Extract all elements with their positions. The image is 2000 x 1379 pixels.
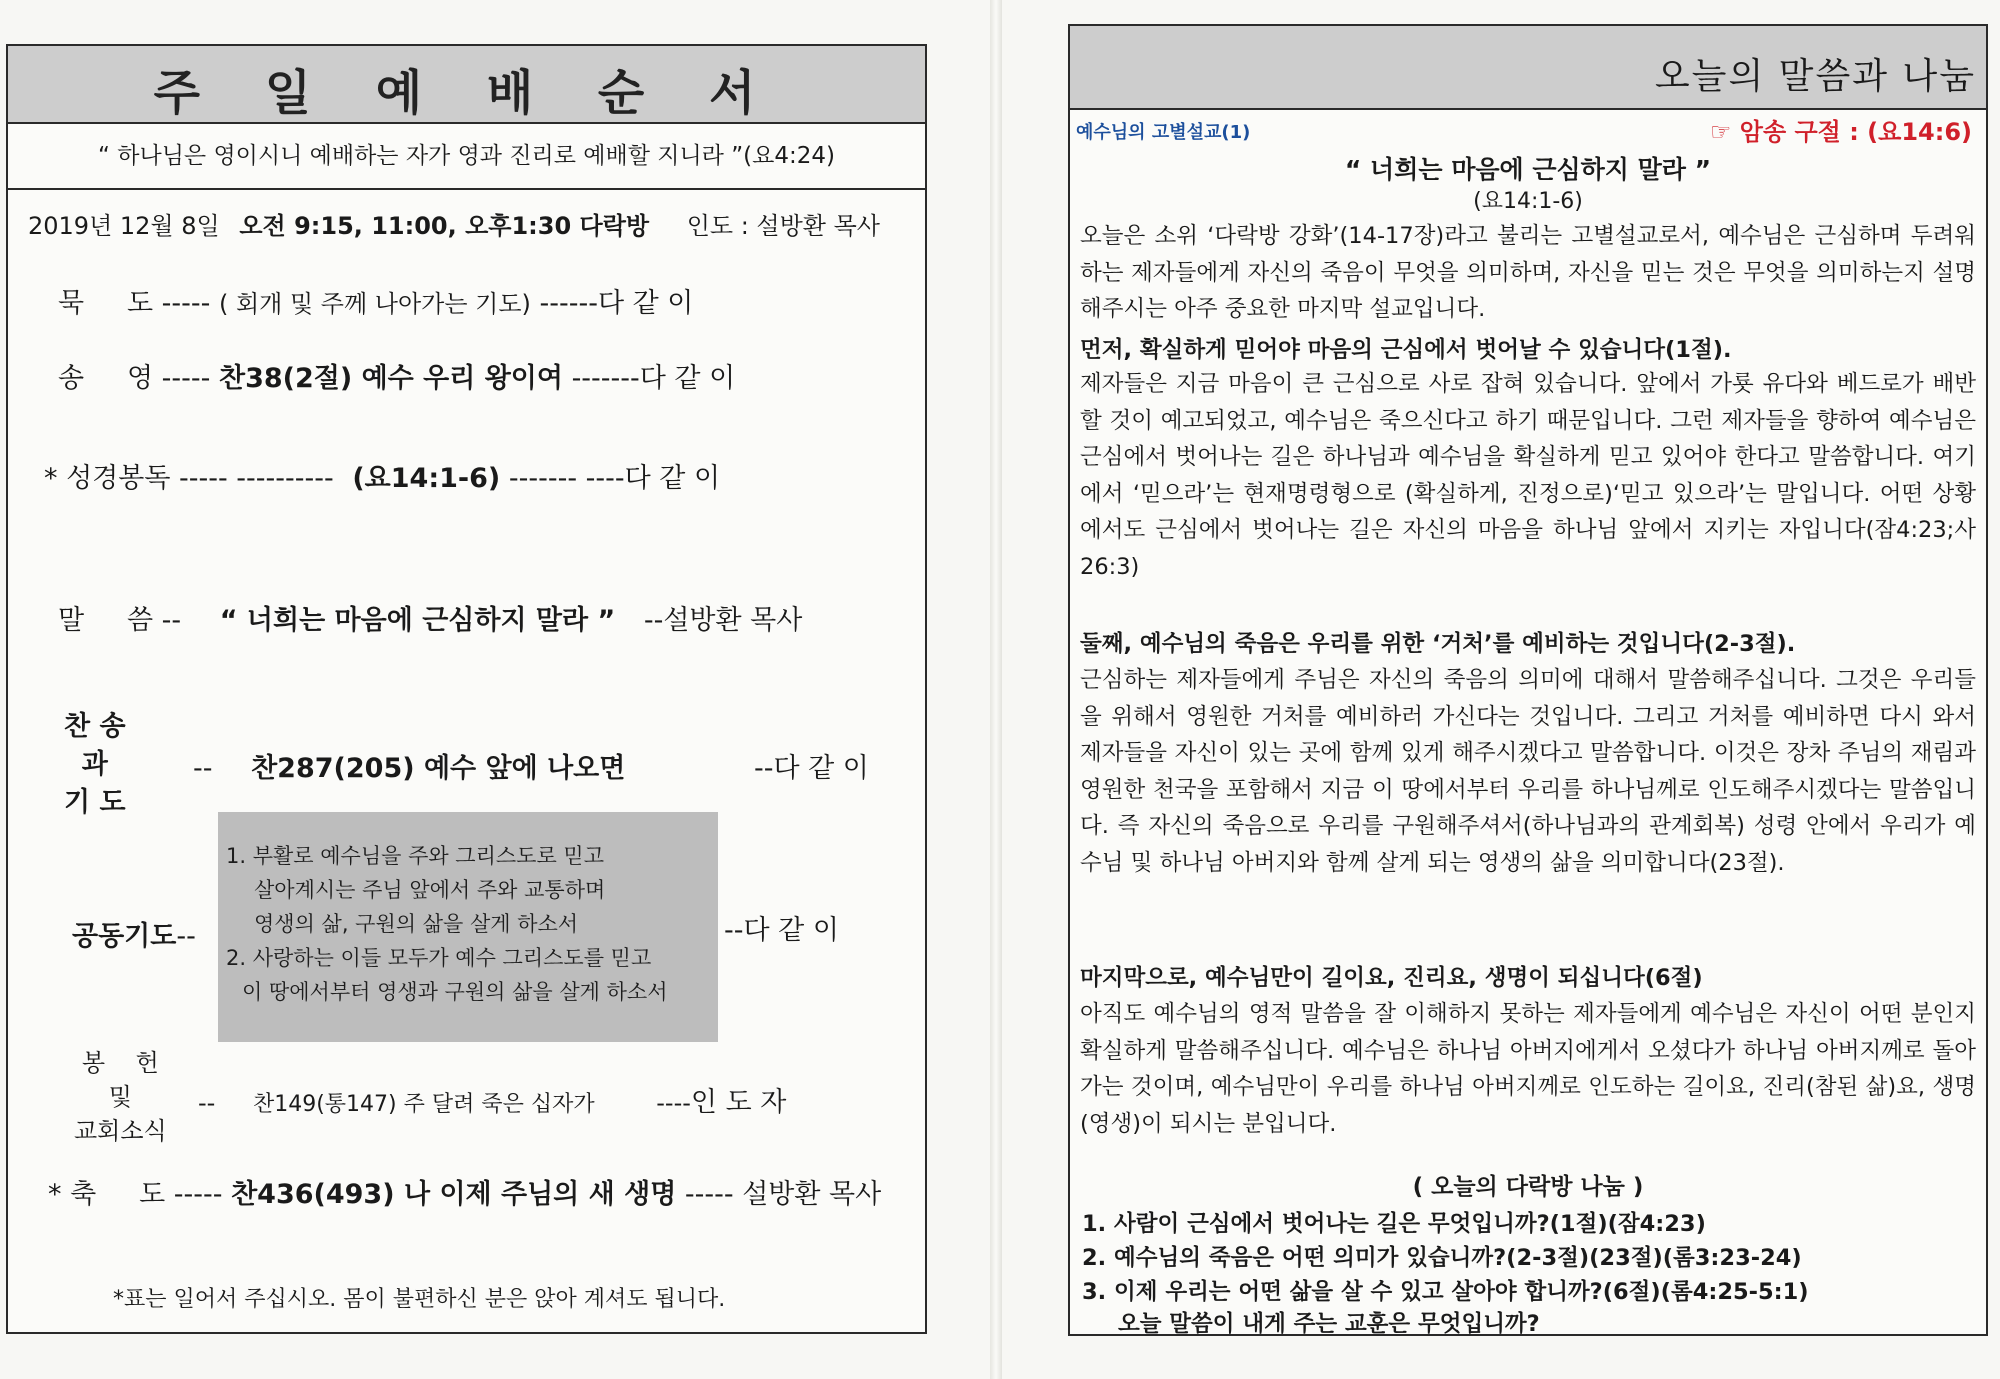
service-info (28, 206, 880, 241)
order-label: 송 영 (58, 363, 154, 394)
sharing-title: ( 오늘의 다락방 나눔 ) (1412, 1174, 1644, 1200)
order-dashes: -- (724, 915, 744, 946)
worship-order-title: 주 일 예 배 순 서 (153, 65, 780, 121)
order-dashes: -- (176, 921, 196, 952)
order-dashes: ------ (539, 288, 598, 319)
prayer-line: 영생의 삶, 구원의 삶을 살게 하소서 (254, 912, 579, 936)
order-dashes: ------- ---- (508, 463, 625, 494)
order-label: 묵 도 (58, 288, 154, 319)
point-1-body: 제자들은 지금 마음이 큰 근심으로 사로 잡혀 있습니다. 앞에서 가룟 유다와 베드로가 배반할 것이 예고되었고, 예수님은 죽으신다고 하기 때문입니다. 그런 제자들을 향하여 예수님은 근심에서 벗어나는 길은 하나님과 예수님을 확실하게 믿고 있어야 한다고 말씀합니다. 여기에서 ‘믿으라’는 현재명령형으로 (확실하게, 진정으로)‘믿고 있으라’는 말입니다. 어떤 상황에서도 근심에서 벗어나는 길은 자신의 마음을 하나님 앞에서 지키는 자입니다(잠4:23;사26:3) (1080, 371, 1976, 580)
memory-verse: ☞ 암송 구절 : (요14:6) (1709, 118, 1972, 146)
point-2-heading: 둘째, 예수님의 죽음은 우리를 위한 ‘거처’를 예비하는 것입니다(2-3절). (1080, 631, 1796, 657)
order-dashes: ----- ---------- (179, 463, 334, 494)
service-leader: 인도 : 설방환 목사 (686, 212, 880, 240)
order-dashes: -- (193, 753, 213, 784)
order-label: 말 씀 (58, 605, 154, 636)
order-dashes: -- (161, 605, 182, 636)
order-item-common-prayer (72, 914, 196, 953)
order-who: 다 같 이 (597, 288, 694, 319)
order-who: 설방환 목사 (742, 1179, 882, 1210)
order-who: 인 도 자 (690, 1087, 787, 1118)
order-item-silent-prayer (58, 281, 693, 320)
sermon-header (1070, 26, 1986, 110)
order-label-line: 기 도 (64, 787, 126, 818)
order-content: 찬38(2절) 예수 우리 왕이여 (218, 363, 563, 394)
order-label-line: 교회소식 (74, 1117, 167, 1145)
order-label-offering (74, 1046, 167, 1148)
common-prayer-box (218, 812, 718, 1042)
order-dashes: ----- (161, 288, 211, 319)
point-1-heading: 먼저, 확실하게 믿어야 마음의 근심에서 벗어날 수 있습니다(1절). (1080, 337, 1732, 363)
order-who: 다 같 이 (639, 363, 736, 394)
order-content: 찬149(통147) 주 달려 죽은 십자가 (252, 1092, 595, 1117)
order-dashes: ----- (173, 1179, 223, 1210)
worship-order-panel (6, 44, 927, 1334)
order-dashes: ------- (571, 363, 640, 394)
order-dashes: ----- (684, 1179, 734, 1210)
order-who: 다 같 이 (624, 463, 721, 494)
prayer-line: 살아계시는 주님 앞에서 주와 교통하며 (254, 878, 606, 902)
series-label: 예수님의 고별설교(1) (1076, 122, 1251, 143)
worship-order-header (8, 46, 925, 124)
order-dashes: -- (753, 753, 774, 784)
service-date: 2019년 12월 8일 (28, 212, 220, 240)
order-content: 찬436(493) 나 이제 주님의 새 생명 (231, 1179, 677, 1210)
order-dashes: ---- (656, 1089, 691, 1117)
service-times: 오전 9:15, 11:00, 오후1:30 다락방 (239, 212, 650, 240)
order-who: 설방환 목사 (663, 605, 803, 636)
order-who: 다 같 이 (743, 915, 839, 946)
order-label-line: 및 (108, 1083, 132, 1111)
order-label-hymn-prayer (64, 708, 126, 822)
point-2-body: 근심하는 제자들에게 주님은 자신의 죽음의 의미에 대해서 말씀해주십니다. 그것은 우리들을 위해서 영원한 거처를 예비하러 가신다는 것입니다. 그리고 거처를 예비하면 다시 와서 제자들을 자신이 있는 곳에 함께 있게 해주시겠다고 말씀합니다. 이것은 장차 주님의 재림과 영원한 천국을 포함해서 지금 이 땅에서부터 우리를 하나님께로 인도해주시겠다는 말씀입니다. 즉 자신의 죽음으로 우리를 구원해주셔서(하나님과의 관계회복) 성령 안에서 우리가 예수님 및 하나님 아버지와 함께 살게 되는 영생의 삶을 의미합니다(23절). (1080, 667, 1976, 876)
sermon-section-title: 오늘의 말씀과 나눔 (1654, 56, 1976, 97)
sharing-question: 오늘 말씀이 내게 주는 교훈은 무엇입니까? (1118, 1311, 1540, 1337)
prayer-line: 1. 부활로 예수님을 주와 그리스도로 믿고 (226, 844, 604, 868)
theme-verse: “ 하나님은 영이시니 예배하는 자가 영과 진리로 예배할 지니라 ”(요4:24) (8, 124, 925, 190)
point-3-heading: 마지막으로, 예수님만이 길이요, 진리요, 생명이 되십니다(6절) (1080, 965, 1703, 991)
prayer-line: 2. 사랑하는 이들 모두가 예수 그리스도를 믿고 (226, 946, 652, 970)
footer-note: *표는 일어서 주십시오. 몸이 불편하신 분은 앉아 계셔도 됩니다. (113, 1287, 726, 1312)
order-item-offering (198, 1080, 786, 1119)
order-item-common-prayer-who (724, 908, 839, 947)
order-label: * 성경봉독 (44, 463, 171, 494)
page-fold (990, 0, 1002, 1379)
order-label-line: 찬 송 (64, 711, 126, 742)
sermon-panel (1068, 24, 1988, 1336)
sermon-title: “ 너희는 마음에 근심하지 말라 ” (1344, 155, 1712, 184)
sharing-question: 3. 이제 우리는 어떤 삶을 살 수 있고 살아야 합니까?(6절)(롬4:25-5:1) (1082, 1279, 1809, 1305)
sermon-reference: (요14:1-6) (1473, 189, 1583, 214)
order-who: 다 같 이 (773, 753, 869, 784)
order-label-line: 과 (81, 749, 108, 780)
order-dashes: ----- (161, 363, 211, 394)
sharing-question: 2. 예수님의 죽음은 어떤 의미가 있습니까?(2-3절)(23절)(롬3:23-24) (1082, 1245, 1802, 1271)
prayer-line: 이 땅에서부터 영생과 구원의 삶을 살게 하소서 (242, 980, 668, 1004)
order-dashes: -- (643, 605, 664, 636)
order-label: 공동기도 (72, 921, 177, 952)
order-item-hymn-prayer (193, 746, 869, 785)
order-item-scripture (44, 456, 720, 495)
sharing-question: 1. 사람이 근심에서 벗어나는 길은 무엇입니까?(1절)(잠4:23) (1082, 1211, 1706, 1237)
order-item-praise (58, 356, 735, 395)
order-content: “ 너희는 마음에 근심하지 말라 ” (219, 605, 616, 636)
order-item-sermon (58, 598, 802, 637)
order-content: 찬287(205) 예수 앞에 나오면 (251, 753, 626, 784)
sermon-intro: 오늘은 소위 ‘다락방 강화’(14-17장)라고 불리는 고별설교로서, 예수님은 근심하며 두려워하는 제자들에게 자신의 죽음이 무엇을 의미하며, 자신을 믿는 것은 무엇을 의미하는지 설명해주시는 아주 중요한 마지막 설교입니다. (1080, 223, 1976, 322)
point-3-body: 아직도 예수님의 영적 말씀을 잘 이해하지 못하는 제자들에게 예수님은 자신이 어떤 분인지 확실하게 말씀해주십니다. 예수님은 하나님 아버지에게서 오셨다가 하나님 아버지께로 돌아가는 것이며, 예수님만이 우리를 하나님 아버지께로 인도하는 길이요, 진리(참된 삶)요, 생명(영생)이 되시는 분입니다. (1080, 1001, 1976, 1137)
order-content: ( 회개 및 주께 나아가는 기도) (218, 290, 531, 318)
order-dashes: -- (198, 1089, 216, 1117)
order-content: (요14:1-6) (352, 463, 501, 494)
order-label: * 축 도 (48, 1179, 166, 1210)
order-label-line: 봉 헌 (81, 1049, 159, 1077)
order-item-benediction (48, 1172, 881, 1211)
